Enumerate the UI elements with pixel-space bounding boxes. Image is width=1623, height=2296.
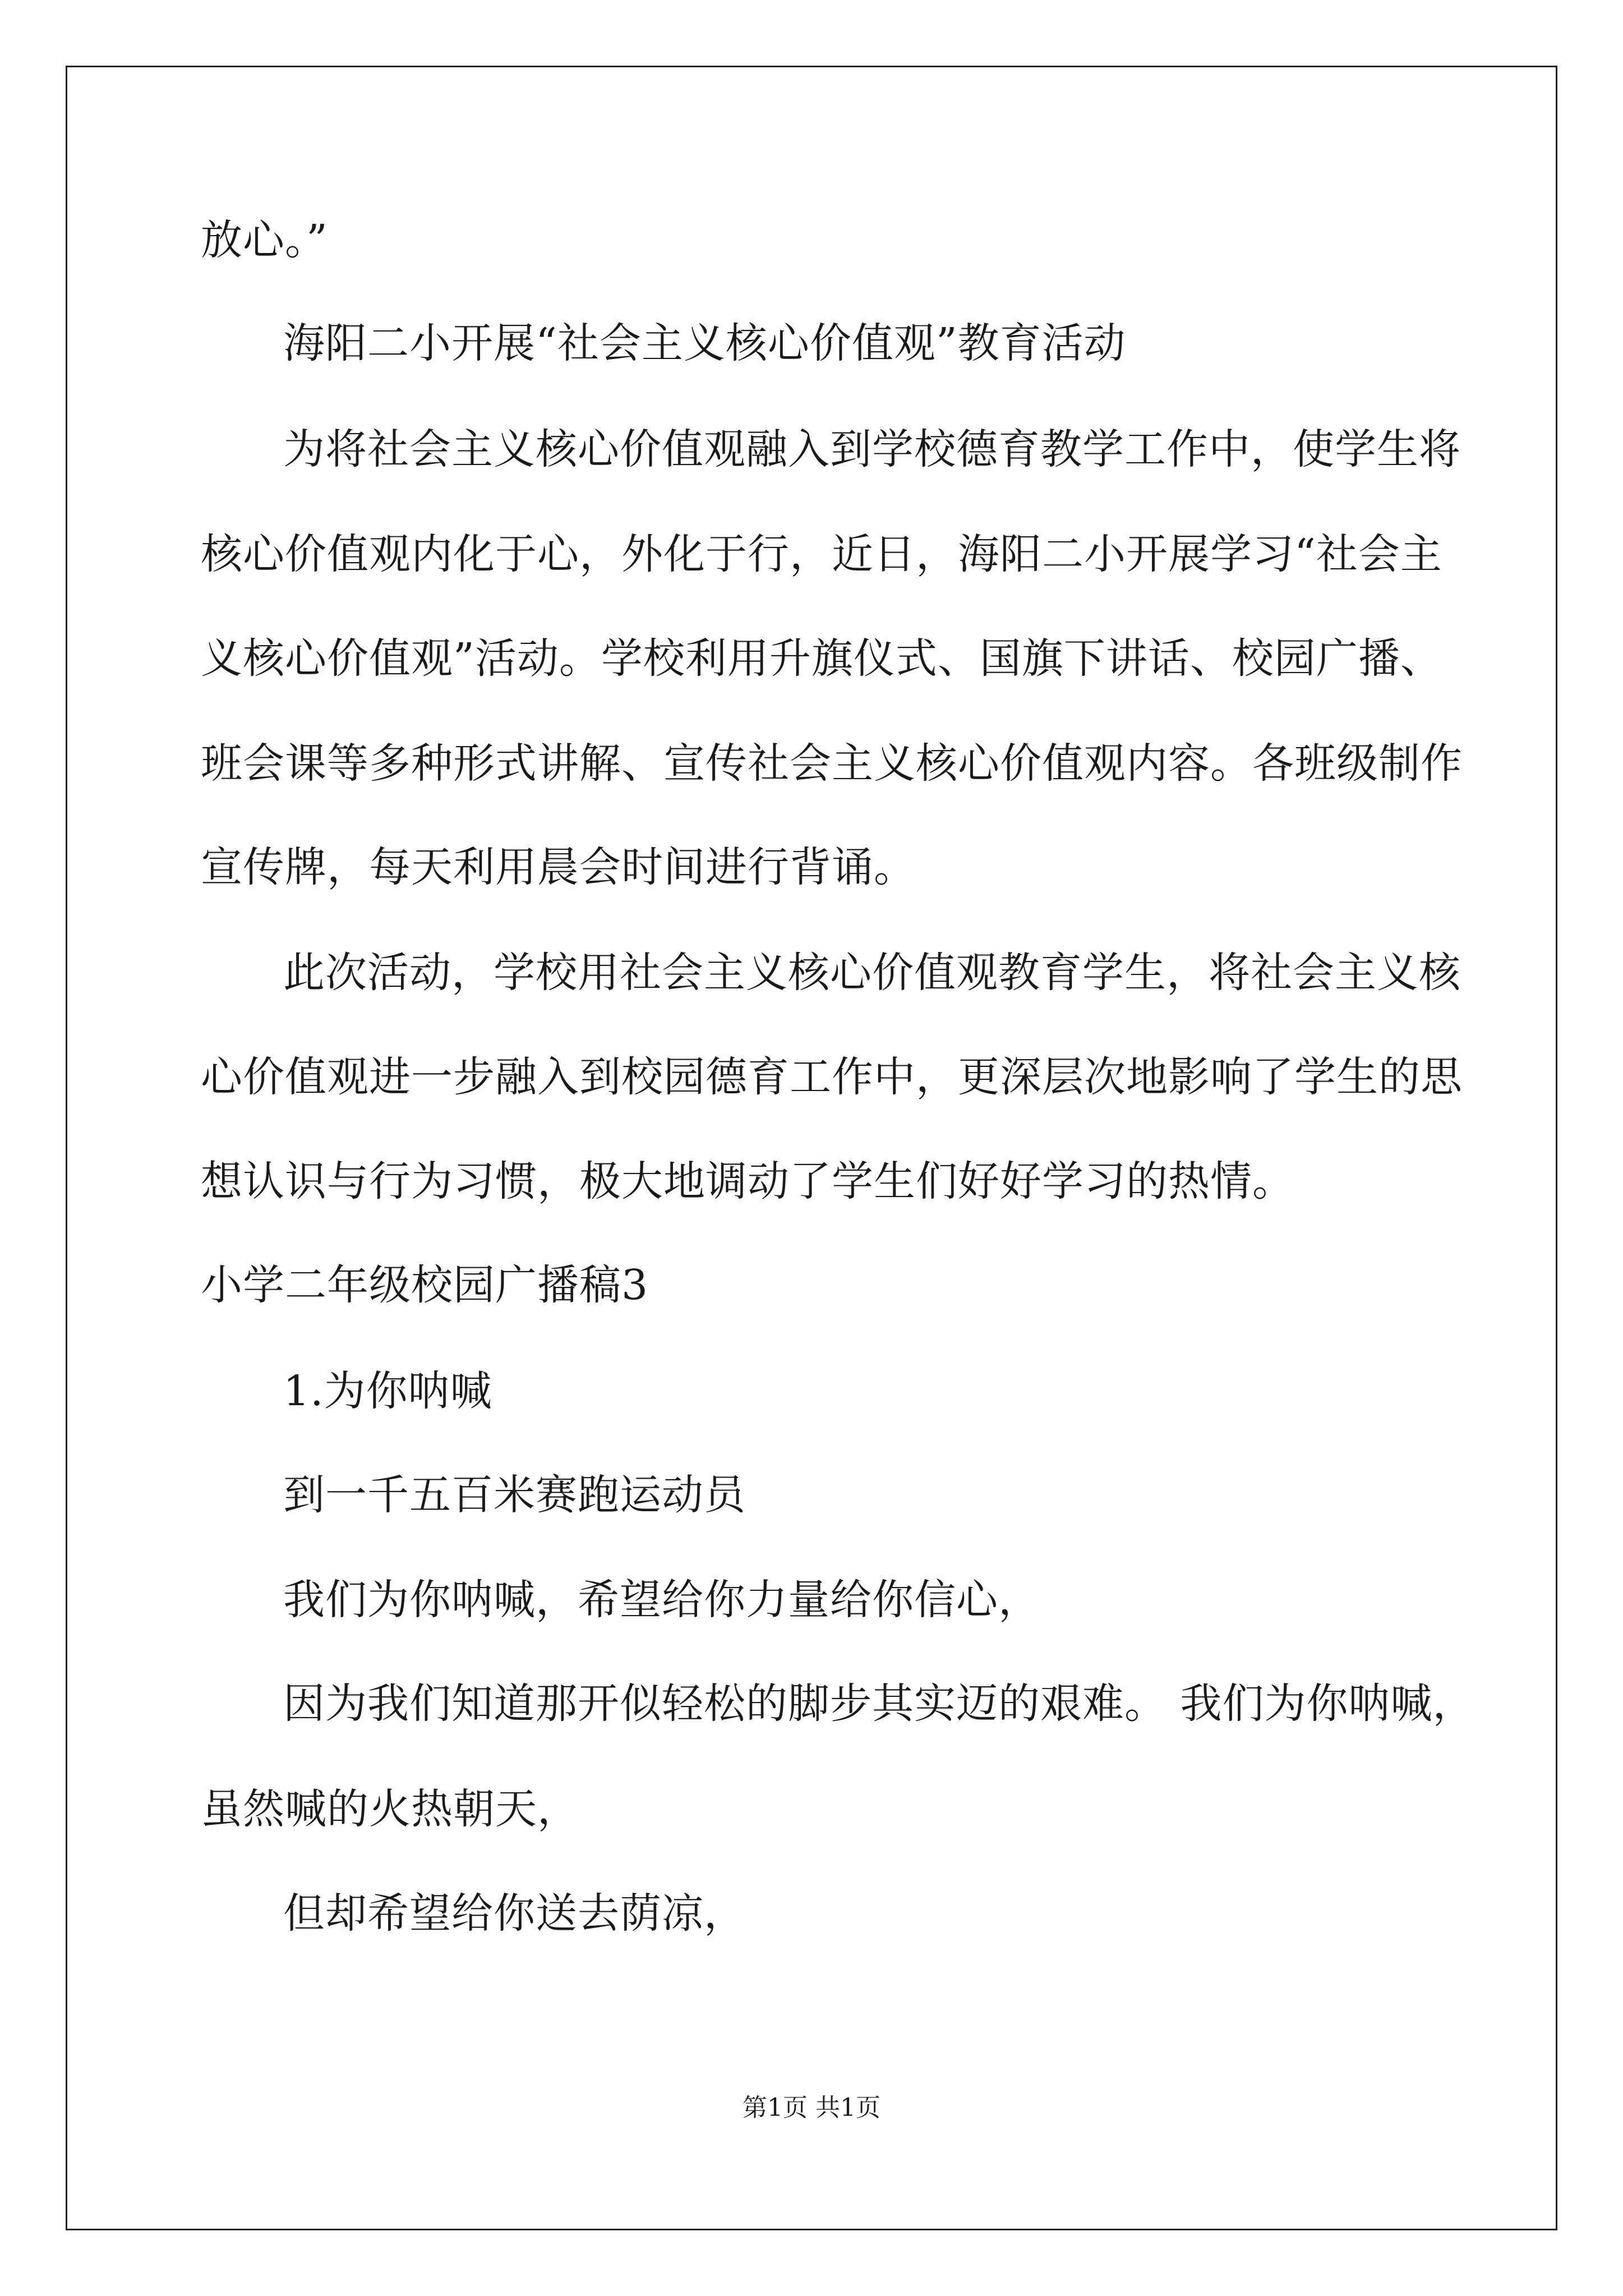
text-line: 想认识与行为习惯，极大地调动了学生们好好学习的热情。 xyxy=(201,1157,1294,1205)
text-line: 因为我们知道那开似轻松的脚步其实迈的艰难。 我们为你呐喊， xyxy=(283,1680,1475,1728)
text-line: 为将社会主义核心价值观融入到学校德育教学工作中，使学生将 xyxy=(283,425,1461,473)
text-line: 我们为你呐喊，希望给你力量给你信心， xyxy=(283,1576,1040,1624)
text-line: 心价值观进一步融入到校园德育工作中，更深层次地影响了学生的思 xyxy=(201,1053,1463,1101)
text-line: 核心价值观内化于心，外化于行，近日，海阳二小开展学习“社会主 xyxy=(201,530,1442,578)
text-line: 此次活动，学校用社会主义核心价值观教育学生，将社会主义核 xyxy=(283,949,1461,997)
text-line: 到一千五百米赛跑运动员 xyxy=(283,1471,746,1519)
heading-line: 海阳二小开展“社会主义核心价值观”教育活动 xyxy=(283,319,1126,367)
page-number-footer: 第1页 共1页 xyxy=(743,2093,880,2122)
text-line: 但却希望给你送去荫凉， xyxy=(283,1889,746,1938)
text-line: 宣传牌，每天利用晨会时间进行背诵。 xyxy=(201,843,916,891)
text-line: 放心。” xyxy=(201,216,328,264)
section-title: 小学二年级校园广播稿3 xyxy=(201,1261,649,1309)
text-line: 班会课等多种形式讲解、宣传社会主义核心价值观内容。各班级制作 xyxy=(201,739,1463,788)
text-line: 1.为你呐喊 xyxy=(283,1367,492,1415)
text-line: 义核心价值观”活动。学校利用升旗仪式、国旗下讲话、校园广播、 xyxy=(201,634,1442,683)
text-line: 虽然喊的火热朝天， xyxy=(201,1785,579,1833)
